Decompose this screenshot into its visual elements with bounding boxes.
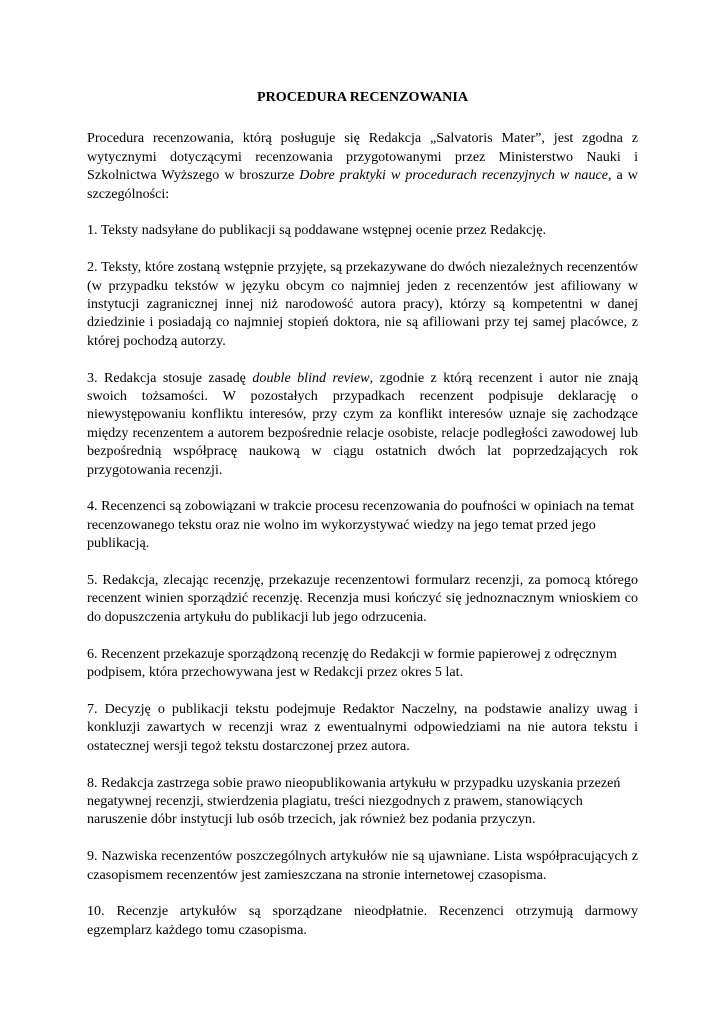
document-page: [87, 88, 638, 958]
procedure-item-10: 10. Recenzje artykułów są sporządzane nieodpłatnie. Recenzenci otrzymują darmowy egzemplarz każdego tomu czasopisma.: [87, 903, 638, 938]
procedure-item-8: 8. Redakcja zastrzega sobie prawo nieopublikowania artykułu w przypadku uzyskania przezeń negatywnej recenzji, stwierdzenia plagiatu, treści niezgodnych z prawem, stanowiących naruszenie dóbr instytucji lub osób trzecich, jak również bez podania przyczyn.: [87, 774, 621, 828]
double-blind-review-term: double blind review: [252, 369, 370, 386]
procedure-item-4: 4. Recenzenci są zobowiązani w trakcie procesu recenzowania do poufności w opiniach na temat recenzowanego tekstu oraz nie wolno im wykorzystywać wiedzy na jego temat przed jego publikacją.: [87, 498, 635, 552]
item-3-text-start: 3. Redakcja stosuje zasadę: [87, 369, 253, 386]
procedure-item-9: 9. Nazwiska recenzentów poszczególnych artykułów nie są ujawniane. Lista współpracujących z czasopismem recenzentów jest zamieszczana na stronie internetowej czasopisma.: [87, 848, 638, 883]
procedure-item-2: 2. Teksty, które zostaną wstępnie przyjęte, są przekazywane do dwóch niezależnych recenzentów (w przypadku tekstów w języku obcym co najmniej jeden z recenzentów jest afiliowany w instytucji zagranicznej innej niż narodowość autora pracy), którzy są kompetentni w danej dziedzinie i posiadają co najmniej stopień doktora, nie są afiliowani przy tej samej placówce, z której pochodzą autorzy.: [87, 259, 638, 349]
brochure-title: Dobre praktyki w procedurach recenzyjnych w nauce: [299, 167, 608, 184]
intro-text-start: Procedura recenzowania, którą posługuje się Redakcja „Salvatoris Mater”, jest zgodna z wytycznymi dotyczącymi recenzowania przygotowanymi przez Ministerstwo Nauki i Szkolnictwa Wyższego w broszurze: [87, 130, 638, 184]
procedure-item-7: 7. Decyzję o publikacji tekstu podejmuje Redaktor Naczelny, na podstawie analizy uwag i konkluzji zawartych w recenzji wraz z ewentualnymi odpowiedziami na nie autora tekstu i ostatecznej wersji tegoż tekstu dostarczonej przez autora.: [87, 700, 638, 754]
intro-text-end: , a w szczególności:: [87, 167, 638, 202]
item-3-text-end: , zgodnie z którą recenzent i autor nie znają swoich tożsamości. W pozostałych przypadkach recenzent podpisuje deklarację o niewystępowaniu konfliktu interesów, przy czym za konflikt interesów uznaje się zachodzące między recenzentem a autorem bezpośrednie relacje osobiste, relacje podległości zawodowej lub bezpośrednią współpracę naukową w ciągu ostatnich dwóch lat poprzedzających rok przygotowania recenzji.: [87, 369, 639, 478]
procedure-item-3: [87, 369, 638, 479]
intro-paragraph: [87, 129, 638, 203]
procedure-item-5: 5. Redakcja, zlecając recenzję, przekazuje recenzentowi formularz recenzji, za pomocą którego recenzent winien sporządzić recenzję. Recenzja musi kończyć się jednoznacznym wnioskiem co do dopuszczenia artykułu do publikacji lub jego odrzucenia.: [87, 572, 638, 625]
procedure-item-6: 6. Recenzent przekazuje sporządzoną recenzję do Redakcji w formie papierowej z odręcznym podpisem, która przechowywana jest w Redakcji przez okres 5 lat.: [87, 645, 617, 681]
procedure-item-1: 1. Teksty nadsyłane do publikacji są poddawane wstępnej ocenie przez Redakcję.: [87, 222, 546, 239]
document-title: PROCEDURA RECENZOWANIA: [256, 89, 469, 105]
